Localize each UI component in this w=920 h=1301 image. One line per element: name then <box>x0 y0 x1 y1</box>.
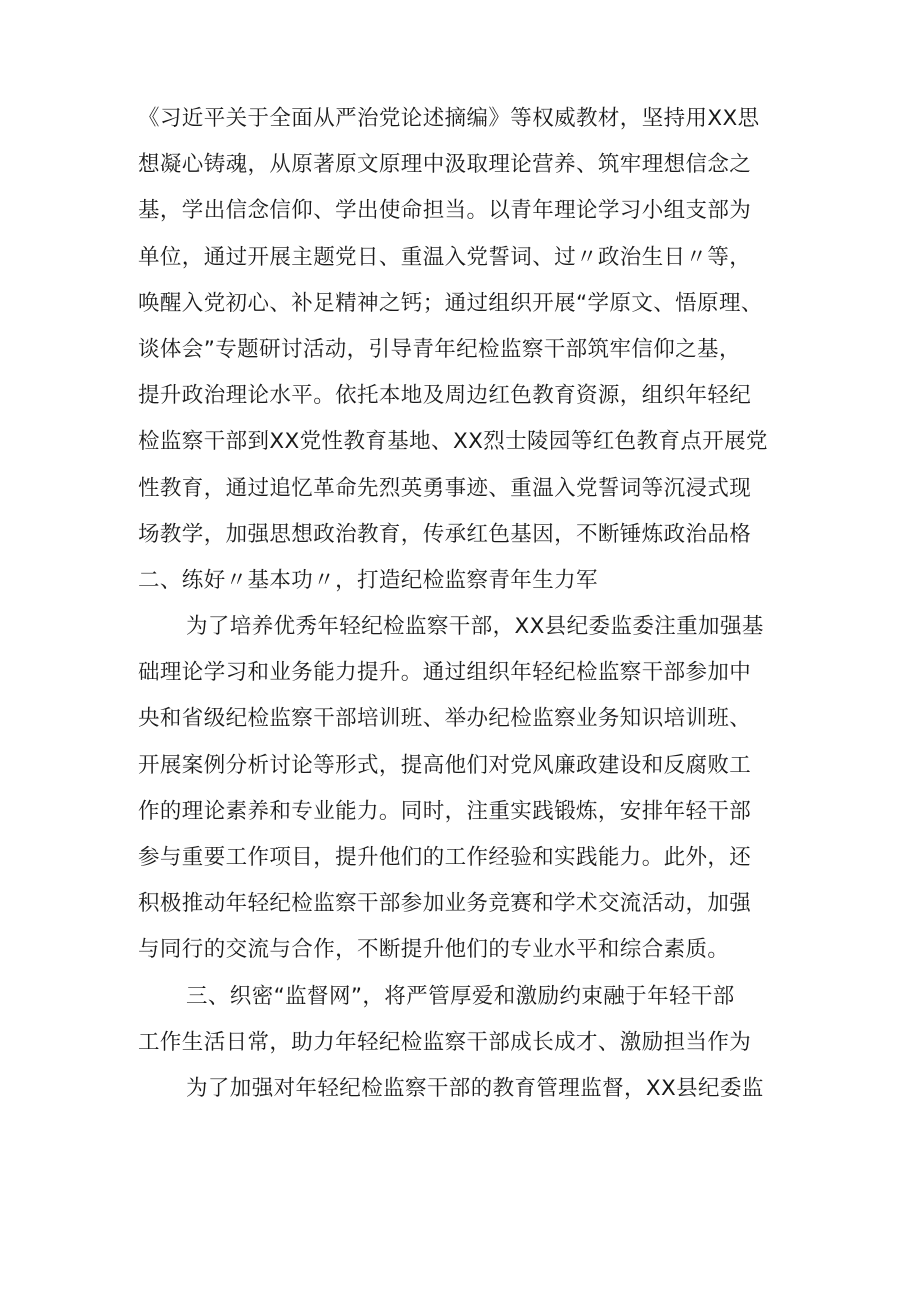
paragraph-line: 央和省级纪检监察干部培训班、举办纪检监察业务知识培训班、 <box>138 706 752 732</box>
paragraph-line: 《习近平关于全面从严治党论述摘编》等权威教材，坚持用XX思 <box>138 106 760 131</box>
paragraph-line: 场教学，加强思想政治教育，传承红色基因，不断锤炼政治品格 <box>138 521 752 547</box>
paragraph-line: 与同行的交流与合作，不断提升他们的专业水平和综合素质。 <box>138 937 730 963</box>
paragraph-line: 为了培养优秀年轻纪检监察干部，XX县纪委监委注重加强基 <box>186 614 764 640</box>
paragraph-line: 作的理论素养和专业能力。同时，注重实践锻炼，安排年轻干部 <box>138 798 752 824</box>
paragraph-line: 谈体会”专题研讨活动，引导青年纪检监察干部筑牢信仰之基， <box>138 336 741 362</box>
paragraph-line: 积极推动年轻纪检监察干部参加业务竞赛和学术交流活动，加强 <box>138 891 752 917</box>
section-heading-3: 三、织密“监督网”，将严管厚爱和激励约束融于年轻干部 <box>186 983 735 1009</box>
section-heading-2: 二、练好〃基本功〃，打造纪检监察青年生力军 <box>138 567 598 593</box>
paragraph-line: 为了加强对年轻纪检监察干部的教育管理监督，XX县纪委监 <box>186 1075 764 1101</box>
paragraph-line: 单位，通过开展主题党日、重温入党誓词、过〃政治生日〃等， <box>138 244 752 270</box>
paragraph-line: 提升政治理论水平。依托本地及周边红色教育资源，组织年轻纪 <box>138 383 752 409</box>
paragraph-line: 基，学出信念信仰、学出使命担当。以青年理论学习小组支部为 <box>138 198 752 224</box>
paragraph-line: 检监察干部到XX党性教育基地、XX烈士陵园等红色教育点开展党 <box>138 429 768 455</box>
paragraph-line: 想凝心铸魂，从原著原文原理中汲取理论营养、筑牢理想信念之 <box>138 152 752 178</box>
paragraph-line: 开展案例分析讨论等形式，提高他们对党风廉政建设和反腐败工 <box>138 752 752 778</box>
paragraph-line: 础理论学习和业务能力提升。通过组织年轻纪检监察干部参加中 <box>138 660 752 686</box>
paragraph-line: 性教育，通过追忆革命先烈英勇事迹、重温入党誓词等沉浸式现 <box>138 475 752 501</box>
paragraph-line: 唤醒入党初心、补足精神之钙；通过组织开展“学原文、悟原理、 <box>138 290 763 316</box>
paragraph-line: 参与重要工作项目，提升他们的工作经验和实践能力。此外，还 <box>138 845 752 870</box>
document-body <box>138 96 798 1112</box>
section-heading-3-continued: 工作生活日常，助力年轻纪检监察干部成长成才、激励担当作为 <box>138 1029 752 1055</box>
